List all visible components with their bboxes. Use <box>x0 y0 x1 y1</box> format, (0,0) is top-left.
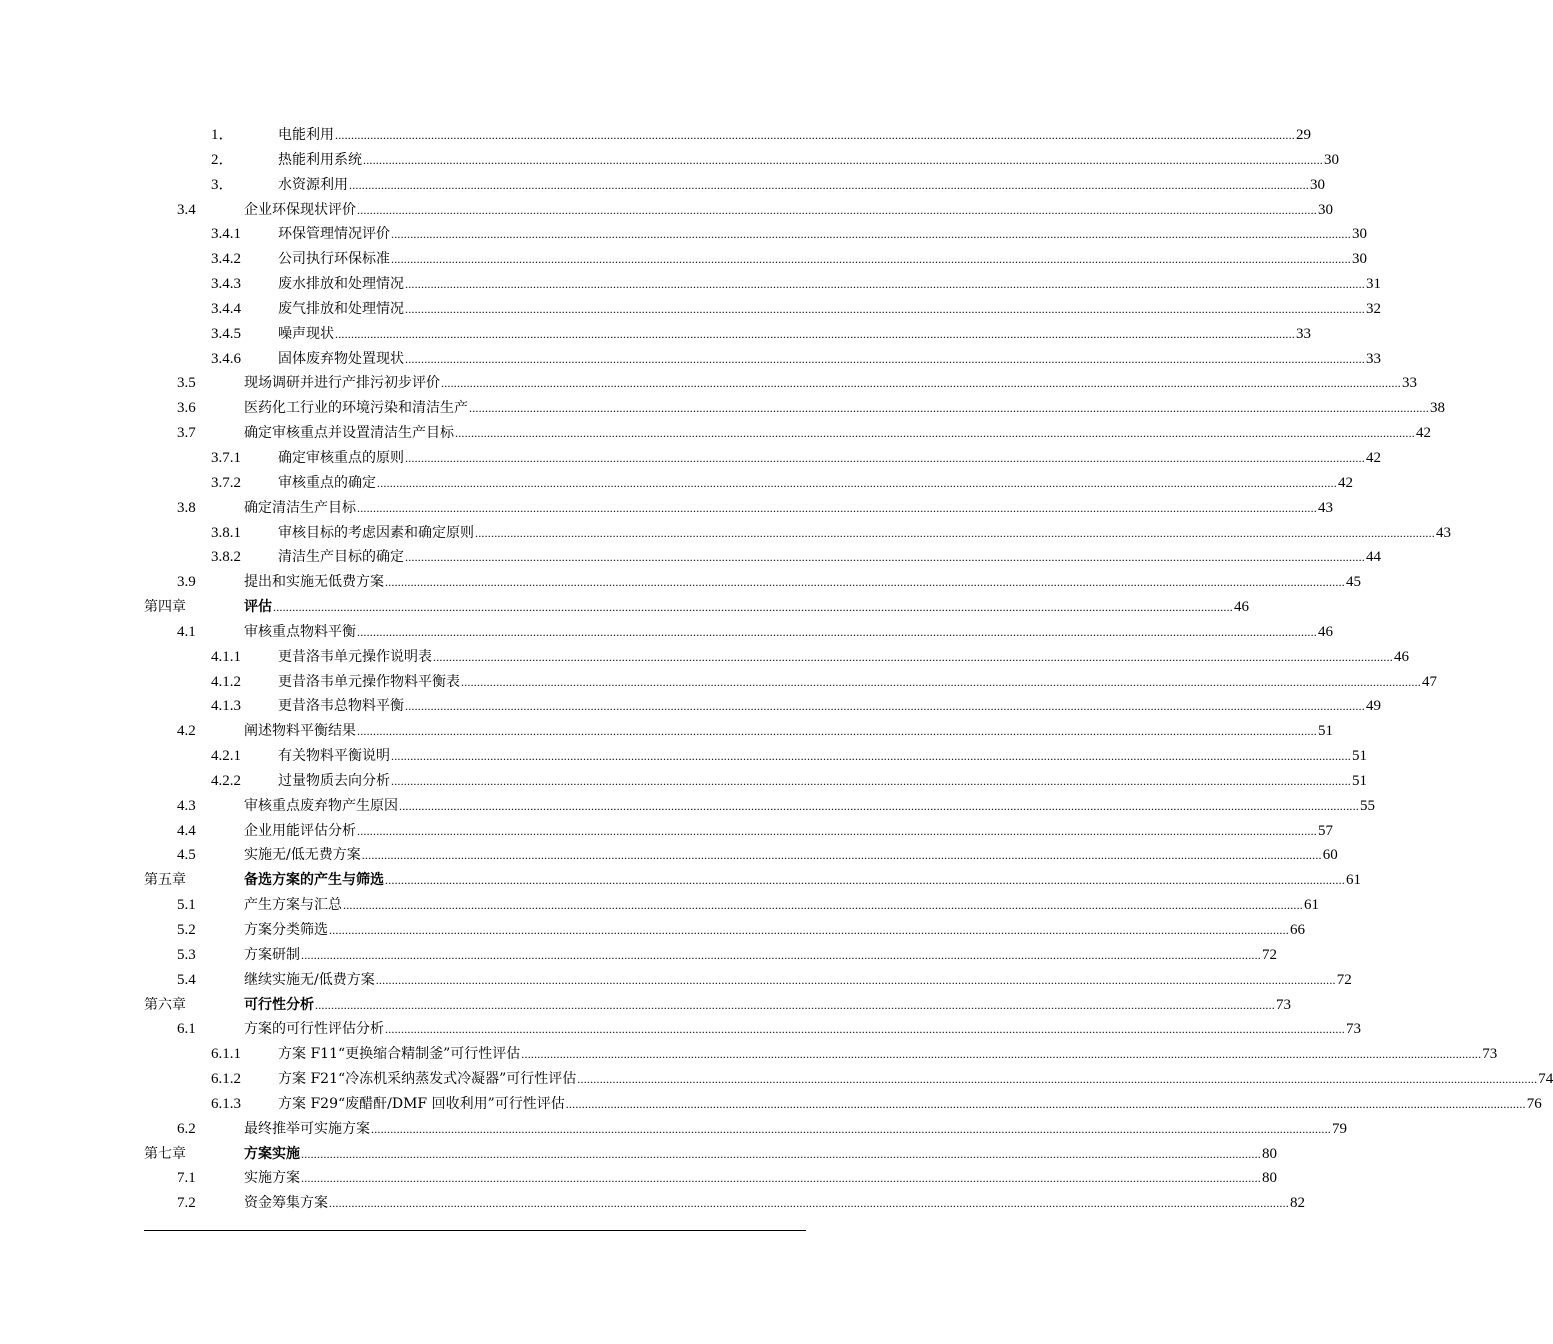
dot-leader: ............................................................................................................................................................................................................................................................................................................ <box>301 1146 1261 1161</box>
toc-entry-title: 方案 F11“更换缩合精制釜”可行性评估 <box>278 1046 521 1063</box>
toc-entry[interactable] <box>0 545 1381 570</box>
toc-entry-page: 80 <box>1262 1170 1277 1187</box>
dot-leader: ............................................................................................................................................................................................................................................................................................................ <box>385 873 1345 888</box>
dot-leader: ............................................................................................................................................................................................................................................................................................................ <box>371 1121 1331 1136</box>
toc-entry-page: 61 <box>1346 872 1361 889</box>
toc-entry[interactable] <box>0 446 1381 471</box>
toc-entry-line <box>244 794 1375 819</box>
toc-entry-line <box>278 247 1367 272</box>
toc-entry-number: 4.2 <box>177 723 196 740</box>
dot-leader: ............................................................................................................................................................................................................................................................................................................ <box>357 823 1317 838</box>
toc-entry-page: 30 <box>1310 176 1325 193</box>
toc-entry[interactable] <box>0 173 1325 198</box>
toc-entry-page: 76 <box>1526 1095 1542 1112</box>
toc-entry-title: 确定审核重点的原则 <box>278 449 404 466</box>
toc-entry-title: 废水排放和处理情况 <box>278 276 404 293</box>
toc-entry-line <box>278 769 1367 794</box>
toc-entry-page: 61 <box>1304 897 1319 914</box>
toc-entry-number: 3.7 <box>177 425 196 442</box>
dot-leader: ............................................................................................................................................................................................................................................................................................................ <box>273 600 1233 615</box>
toc-entry[interactable] <box>0 943 1277 968</box>
toc-entry-page: 30 <box>1352 251 1367 268</box>
dot-leader: ............................................................................................................................................................................................................................................................................................................ <box>391 252 1351 267</box>
toc-entry-line <box>244 421 1431 446</box>
toc-entry-line <box>278 148 1339 173</box>
toc-entry-title: 实施无/低无费方案 <box>244 847 361 864</box>
toc-entry-title: 过量物质去向分析 <box>278 772 390 789</box>
toc-entry-line <box>244 868 1361 893</box>
toc-entry-title: 备选方案的产生与筛选 <box>244 872 384 889</box>
toc-entry-number: 3.4.6 <box>211 350 241 367</box>
toc-entry[interactable] <box>0 396 1445 421</box>
toc-entry[interactable] <box>0 421 1431 446</box>
toc-entry[interactable] <box>0 521 1451 546</box>
toc-entry[interactable] <box>0 496 1333 521</box>
toc-entry-number: 4.3 <box>177 797 196 814</box>
table-of-contents <box>0 123 1553 1216</box>
toc-entry[interactable] <box>0 993 1291 1018</box>
toc-entry-page: 31 <box>1366 276 1381 293</box>
toc-entry-title: 方案实施 <box>244 1145 300 1162</box>
toc-entry-line <box>244 719 1333 744</box>
toc-entry[interactable] <box>0 148 1339 173</box>
dot-leader: ............................................................................................................................................................................................................................................................................................................ <box>363 152 1323 167</box>
toc-entry-title: 实施方案 <box>244 1170 300 1187</box>
toc-entry-title: 继续实施无/低费方案 <box>244 971 375 988</box>
toc-entry-page: 51 <box>1352 748 1367 765</box>
dot-leader: ............................................................................................................................................................................................................................................................................................................ <box>361 848 1322 863</box>
toc-entry-number: 6.1.1 <box>211 1046 241 1063</box>
dot-leader: ............................................................................................................................................................................................................................................................................................................ <box>357 500 1317 515</box>
toc-entry-number: 6.2 <box>177 1120 196 1137</box>
dot-leader: ............................................................................................................................................................................................................................................................................................................ <box>391 773 1351 788</box>
toc-entry-page: 42 <box>1338 474 1353 491</box>
toc-entry-page: 66 <box>1290 922 1305 938</box>
toc-entry-number: 3.4.3 <box>211 276 241 293</box>
toc-entry-title: 公司执行环保标准 <box>278 251 390 268</box>
dot-leader: ............................................................................................................................................................................................................................................................................................................ <box>565 1096 1526 1111</box>
dot-leader: ............................................................................................................................................................................................................................................................................................................ <box>405 277 1365 292</box>
toc-entry-line <box>278 222 1367 247</box>
dot-leader: ............................................................................................................................................................................................................................................................................................................ <box>577 1072 1538 1087</box>
toc-entry-title: 审核目标的考虑因素和确定原则 <box>278 524 474 541</box>
toc-entry-title: 资金筹集方案 <box>244 1195 328 1212</box>
toc-entry-number: 3． <box>211 176 234 193</box>
toc-entry-line <box>244 1142 1277 1167</box>
toc-entry-number: 3.8 <box>177 499 196 516</box>
toc-entry-line <box>244 570 1361 595</box>
toc-entry-line <box>244 993 1291 1018</box>
toc-entry-number: 7.1 <box>177 1170 196 1187</box>
toc-entry[interactable] <box>0 670 1437 695</box>
toc-entry-title: 审核重点物料平衡 <box>244 623 356 640</box>
toc-entry-title: 环保管理情况评价 <box>278 226 390 243</box>
toc-entry-page: 60 <box>1322 847 1338 864</box>
toc-entry-line <box>278 1042 1498 1067</box>
toc-entry-title: 噪声现状 <box>278 325 334 342</box>
toc-entry-line <box>244 893 1319 918</box>
toc-entry-page: 72 <box>1336 971 1352 988</box>
toc-entry[interactable] <box>0 471 1353 496</box>
toc-entry[interactable] <box>0 868 1361 893</box>
toc-entry-line <box>244 819 1333 844</box>
toc-entry[interactable] <box>0 595 1249 620</box>
toc-entry[interactable] <box>0 1092 1542 1117</box>
toc-entry-page: 46 <box>1318 623 1333 640</box>
toc-entry-number: 2． <box>211 151 234 168</box>
dot-leader: ............................................................................................................................................................................................................................................................................................................ <box>469 401 1429 416</box>
toc-entry-title: 方案研制 <box>244 946 300 963</box>
toc-entry-page: 55 <box>1360 797 1375 814</box>
toc-entry-number: 1． <box>211 127 234 143</box>
footer-rule <box>144 1230 806 1231</box>
toc-entry-title: 最终推举可实施方案 <box>244 1120 370 1137</box>
toc-entry-number: 3.7.2 <box>211 474 241 491</box>
toc-entry-title: 审核重点废弃物产生原因 <box>244 797 398 814</box>
toc-entry-line <box>278 545 1381 570</box>
toc-entry-line <box>278 322 1311 347</box>
toc-entry-number: 5.1 <box>177 897 196 914</box>
toc-entry-line <box>244 396 1445 421</box>
toc-entry-page: 51 <box>1352 772 1367 789</box>
toc-entry-page: 43 <box>1318 499 1333 516</box>
dot-leader: ............................................................................................................................................................................................................................................................................................................ <box>433 649 1393 664</box>
toc-entry-number: 3.8.2 <box>211 549 241 566</box>
toc-entry[interactable] <box>0 769 1367 794</box>
toc-entry-title: 水资源利用 <box>278 176 348 193</box>
toc-entry-number: 第五章 <box>144 872 186 889</box>
toc-entry-number: 3.4.2 <box>211 251 241 268</box>
dot-leader: ............................................................................................................................................................................................................................................................................................................ <box>301 1171 1261 1186</box>
toc-entry-title: 有关物料平衡说明 <box>278 748 390 765</box>
toc-entry-page: 30 <box>1324 151 1339 168</box>
toc-entry-title: 可行性分析 <box>244 996 314 1013</box>
toc-entry-page: 73 <box>1346 1021 1361 1038</box>
toc-entry-page: 33 <box>1402 375 1417 392</box>
toc-entry-title: 评估 <box>244 599 272 616</box>
dot-leader: ............................................................................................................................................................................................................................................................................................................ <box>475 525 1435 540</box>
toc-entry[interactable] <box>0 322 1311 347</box>
dot-leader: ............................................................................................................................................................................................................................................................................................................ <box>461 674 1421 689</box>
toc-entry-page: 47 <box>1422 673 1437 690</box>
toc-entry-line <box>278 694 1381 719</box>
toc-entry-page: 42 <box>1366 449 1381 466</box>
toc-entry-title: 更昔洛韦总物料平衡 <box>278 698 404 715</box>
toc-entry-line <box>278 123 1311 148</box>
dot-leader: ............................................................................................................................................................................................................................................................................................................ <box>315 997 1275 1012</box>
toc-entry-line <box>244 198 1333 223</box>
toc-entry-page: 45 <box>1346 574 1361 591</box>
toc-entry-line <box>278 1067 1553 1092</box>
toc-entry-line <box>244 620 1333 645</box>
toc-entry-line <box>278 670 1437 695</box>
toc-entry-title: 审核重点的确定 <box>278 474 376 491</box>
toc-entry-title: 产生方案与汇总 <box>244 897 342 914</box>
toc-entry-line <box>244 943 1277 968</box>
toc-entry-number: 3.7.1 <box>211 449 241 466</box>
dot-leader: ............................................................................................................................................................................................................................................................................................................ <box>455 426 1415 441</box>
dot-leader: ............................................................................................................................................................................................................................................................................................................ <box>385 575 1345 590</box>
toc-entry-line <box>244 918 1305 943</box>
toc-entry-title: 固体废弃物处置现状 <box>278 350 404 367</box>
toc-entry-number: 6.1 <box>177 1021 196 1038</box>
toc-entry-number: 4.2.1 <box>211 748 241 765</box>
toc-entry[interactable] <box>0 719 1333 744</box>
toc-entry[interactable] <box>0 1166 1277 1191</box>
dot-leader: ............................................................................................................................................................................................................................................................................................................ <box>441 376 1401 391</box>
toc-entry-number: 第七章 <box>144 1145 186 1162</box>
toc-entry-page: 46 <box>1394 648 1409 665</box>
toc-entry-page: 80 <box>1262 1145 1277 1162</box>
toc-entry-line <box>278 272 1381 297</box>
toc-entry-page: 73 <box>1276 996 1291 1013</box>
toc-entry-number: 7.2 <box>177 1195 196 1212</box>
toc-entry-number: 4.1.3 <box>211 698 241 715</box>
toc-entry-number: 3.9 <box>177 574 196 591</box>
toc-entry-page: 29 <box>1296 127 1311 143</box>
toc-entry[interactable] <box>0 968 1352 993</box>
toc-entry[interactable] <box>0 620 1333 645</box>
dot-leader: ............................................................................................................................................................................................................................................................................................................ <box>329 1196 1289 1211</box>
toc-entry-line <box>278 471 1353 496</box>
toc-entry[interactable] <box>0 198 1333 223</box>
toc-entry[interactable] <box>0 247 1367 272</box>
toc-entry-line <box>278 744 1367 769</box>
dot-leader: ............................................................................................................................................................................................................................................................................................................ <box>405 301 1365 316</box>
toc-entry-number: 3.8.1 <box>211 524 241 541</box>
toc-entry-page: 74 <box>1538 1071 1553 1088</box>
dot-leader: ............................................................................................................................................................................................................................................................................................................ <box>343 898 1303 913</box>
dot-leader: ............................................................................................................................................................................................................................................................................................................ <box>391 227 1351 242</box>
toc-entry-number: 5.3 <box>177 946 196 963</box>
toc-entry-line <box>244 371 1417 396</box>
toc-entry[interactable] <box>0 371 1417 396</box>
toc-entry-line <box>278 297 1381 322</box>
dot-leader: ............................................................................................................................................................................................................................................................................................................ <box>335 326 1295 341</box>
toc-entry-page: 43 <box>1436 524 1451 541</box>
toc-entry-line <box>244 843 1338 868</box>
toc-entry-line <box>244 1166 1277 1191</box>
toc-entry[interactable] <box>0 222 1367 247</box>
toc-entry-title: 方案 F21“冷冻机采纳蒸发式冷凝器”可行性评估 <box>278 1071 577 1088</box>
toc-entry[interactable] <box>0 347 1381 372</box>
toc-entry-title: 提出和实施无低费方案 <box>244 574 384 591</box>
dot-leader: ............................................................................................................................................................................................................................................................................................................ <box>405 351 1365 366</box>
toc-entry-number: 4.4 <box>177 822 196 839</box>
toc-entry[interactable] <box>0 272 1381 297</box>
toc-entry-page: 46 <box>1234 599 1249 616</box>
toc-entry-title: 确定审核重点并设置清洁生产目标 <box>244 425 454 442</box>
dot-leader: ............................................................................................................................................................................................................................................................................................................ <box>405 699 1365 714</box>
toc-entry-page: 38 <box>1430 400 1445 417</box>
dot-leader: ............................................................................................................................................................................................................................................................................................................ <box>301 947 1261 962</box>
toc-entry[interactable] <box>0 645 1409 670</box>
toc-entry-title: 企业环保现状评价 <box>244 201 356 218</box>
toc-entry-title: 更昔洛韦单元操作物料平衡表 <box>278 673 460 690</box>
toc-entry[interactable] <box>0 1067 1553 1092</box>
toc-entry-number: 4.1.1 <box>211 648 241 665</box>
dot-leader: ............................................................................................................................................................................................................................................................................................................ <box>521 1047 1482 1062</box>
toc-entry[interactable] <box>0 893 1319 918</box>
dot-leader: ............................................................................................................................................................................................................................................................................................................ <box>399 798 1359 813</box>
toc-entry-page: 49 <box>1366 698 1381 715</box>
toc-entry-title: 医药化工行业的环境污染和清洁生产 <box>244 400 468 417</box>
toc-entry[interactable] <box>0 794 1375 819</box>
toc-entry-page: 30 <box>1318 201 1333 218</box>
toc-entry-line <box>244 1117 1347 1142</box>
toc-entry-line <box>278 446 1381 471</box>
toc-entry-title: 方案分类筛选 <box>244 922 328 938</box>
toc-entry-page: 30 <box>1352 226 1367 243</box>
toc-entry-title: 更昔洛韦单元操作说明表 <box>278 648 432 665</box>
toc-entry[interactable] <box>0 1191 1305 1216</box>
toc-entry-number: 3.5 <box>177 375 196 392</box>
toc-entry-number: 第六章 <box>144 996 186 1013</box>
toc-entry[interactable] <box>0 694 1381 719</box>
toc-entry-line <box>278 173 1325 198</box>
toc-entry-title: 清洁生产目标的确定 <box>278 549 404 566</box>
toc-entry[interactable] <box>0 1017 1361 1042</box>
toc-entry-page: 32 <box>1366 300 1381 317</box>
toc-entry-number: 6.1.3 <box>211 1095 241 1112</box>
toc-entry-title: 阐述物料平衡结果 <box>244 723 356 740</box>
toc-entry[interactable] <box>0 297 1381 322</box>
toc-entry-page: 57 <box>1318 822 1333 839</box>
toc-entry-title: 方案 F29“废醋酐/DMF 回收利用”可行性评估 <box>278 1095 565 1112</box>
toc-entry-page: 44 <box>1366 549 1381 566</box>
toc-entry-number: 3.6 <box>177 400 196 417</box>
dot-leader: ............................................................................................................................................................................................................................................................................................................ <box>357 624 1317 639</box>
dot-leader: ............................................................................................................................................................................................................................................................................................................ <box>377 475 1337 490</box>
toc-entry[interactable] <box>0 123 1311 148</box>
toc-entry-line <box>244 595 1249 620</box>
toc-entry-line <box>278 1092 1542 1117</box>
toc-entry[interactable] <box>0 918 1305 943</box>
dot-leader: ............................................................................................................................................................................................................................................................................................................ <box>385 1022 1345 1037</box>
toc-entry-line <box>278 347 1381 372</box>
toc-entry-number: 6.1.2 <box>211 1071 241 1088</box>
toc-entry-page: 33 <box>1366 350 1381 367</box>
toc-entry-page: 42 <box>1416 425 1431 442</box>
toc-entry-page: 73 <box>1482 1046 1498 1063</box>
toc-entry[interactable] <box>0 744 1367 769</box>
toc-entry[interactable] <box>0 1142 1277 1167</box>
dot-leader: ............................................................................................................................................................................................................................................................................................................ <box>405 550 1365 565</box>
toc-entry-number: 4.1 <box>177 623 196 640</box>
toc-entry-page: 72 <box>1262 946 1277 963</box>
toc-entry-title: 电能利用 <box>278 127 334 143</box>
toc-entry-title: 现场调研并进行产排污初步评价 <box>244 375 440 392</box>
toc-entry-number: 3.4.5 <box>211 325 241 342</box>
dot-leader: ............................................................................................................................................................................................................................................................................................................ <box>349 177 1309 192</box>
dot-leader: ............................................................................................................................................................................................................................................................................................................ <box>405 450 1365 465</box>
toc-entry-number: 第四章 <box>144 599 186 616</box>
toc-entry-page: 51 <box>1318 723 1333 740</box>
toc-entry-line <box>278 645 1409 670</box>
toc-entry-page: 33 <box>1296 325 1311 342</box>
toc-entry-line <box>278 521 1451 546</box>
dot-leader: ............................................................................................................................................................................................................................................................................................................ <box>335 128 1295 142</box>
toc-entry-title: 企业用能评估分析 <box>244 822 356 839</box>
toc-entry[interactable] <box>0 570 1361 595</box>
dot-leader: ............................................................................................................................................................................................................................................................................................................ <box>391 749 1351 764</box>
toc-entry-number: 3.4.4 <box>211 300 241 317</box>
toc-entry-title: 方案的可行性评估分析 <box>244 1021 384 1038</box>
toc-entry-page: 79 <box>1332 1120 1347 1137</box>
toc-entry-page: 82 <box>1290 1195 1305 1212</box>
toc-entry-number: 3.4.1 <box>211 226 241 243</box>
toc-entry[interactable] <box>0 819 1333 844</box>
dot-leader: ............................................................................................................................................................................................................................................................................................................ <box>357 202 1317 217</box>
toc-entry-number: 5.4 <box>177 971 196 988</box>
toc-entry[interactable] <box>0 1117 1347 1142</box>
toc-entry-title: 热能利用系统 <box>278 151 362 168</box>
toc-entry-line <box>244 496 1333 521</box>
dot-leader: ............................................................................................................................................................................................................................................................................................................ <box>375 972 1336 987</box>
toc-entry-number: 3.4 <box>177 201 196 218</box>
toc-entry-line <box>244 968 1352 993</box>
toc-entry-line <box>244 1191 1305 1216</box>
toc-entry-number: 5.2 <box>177 922 196 938</box>
toc-entry-number: 4.1.2 <box>211 673 241 690</box>
toc-entry-number: 4.5 <box>177 847 196 864</box>
toc-entry-number: 4.2.2 <box>211 772 241 789</box>
toc-entry-line <box>244 1017 1361 1042</box>
toc-entry[interactable] <box>0 1042 1498 1067</box>
toc-entry-title: 废气排放和处理情况 <box>278 300 404 317</box>
dot-leader: ............................................................................................................................................................................................................................................................................................................ <box>329 923 1289 937</box>
toc-entry-title: 确定清洁生产目标 <box>244 499 356 516</box>
dot-leader: ............................................................................................................................................................................................................................................................................................................ <box>357 724 1317 739</box>
toc-entry[interactable] <box>0 843 1338 868</box>
